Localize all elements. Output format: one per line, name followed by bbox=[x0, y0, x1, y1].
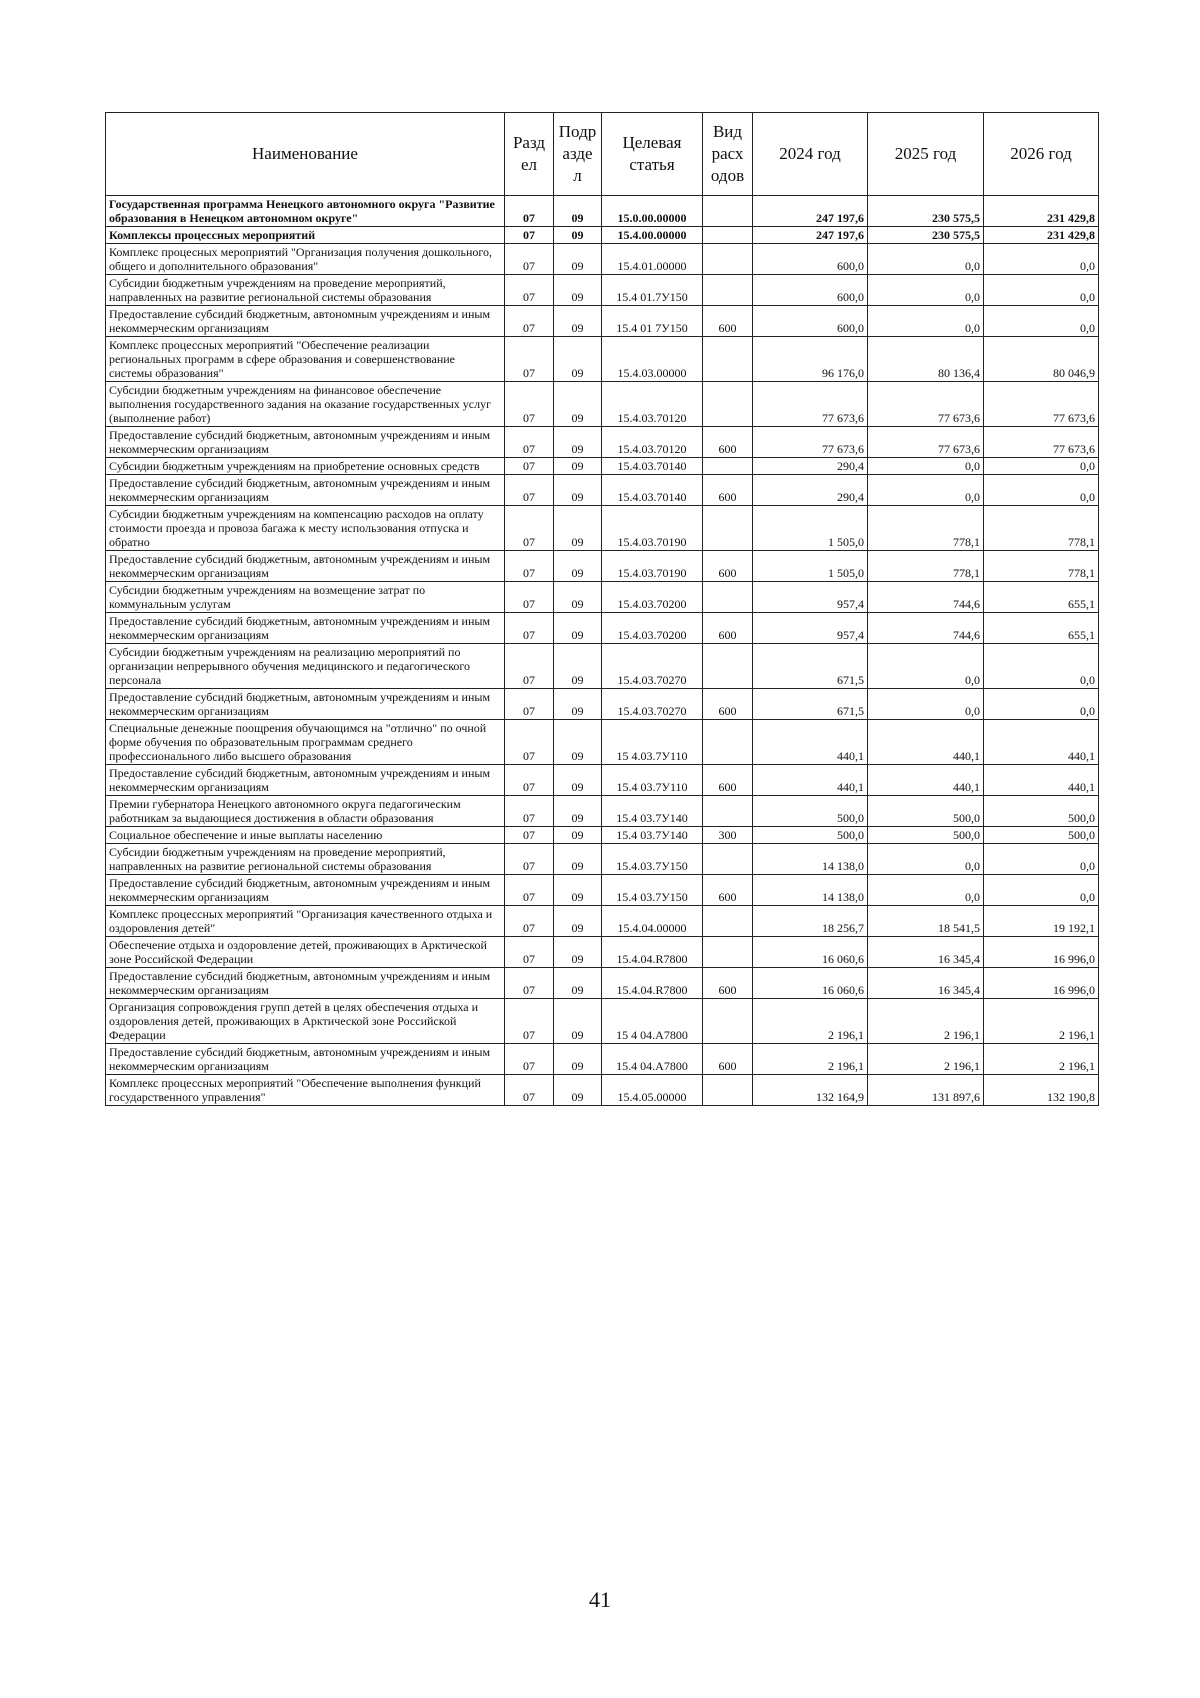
cell-expense-type bbox=[703, 844, 753, 875]
cell-2026: 0,0 bbox=[984, 644, 1099, 689]
cell-expense-type bbox=[703, 196, 753, 227]
cell-expense-type: 600 bbox=[703, 1044, 753, 1075]
cell-razdel: 07 bbox=[505, 382, 554, 427]
cell-2025: 440,1 bbox=[868, 765, 984, 796]
table-row bbox=[106, 937, 1099, 968]
cell-target-article: 15 4 04.А7800 bbox=[602, 999, 703, 1044]
cell-target-article: 15.4 03.7У140 bbox=[602, 796, 703, 827]
budget-table bbox=[105, 112, 1099, 1106]
cell-target-article: 15.4.04.R7800 bbox=[602, 968, 703, 999]
cell-2026: 231 429,8 bbox=[984, 196, 1099, 227]
cell-2024: 247 197,6 bbox=[753, 227, 868, 244]
cell-2024: 132 164,9 bbox=[753, 1075, 868, 1106]
table-row bbox=[106, 613, 1099, 644]
cell-2026: 778,1 bbox=[984, 506, 1099, 551]
cell-2024: 440,1 bbox=[753, 720, 868, 765]
cell-2024: 16 060,6 bbox=[753, 968, 868, 999]
cell-2025: 0,0 bbox=[868, 275, 984, 306]
cell-expense-type bbox=[703, 244, 753, 275]
cell-name: Предоставление субсидий бюджетным, автономным учреждениям и иным некоммерческим организациям bbox=[106, 475, 505, 506]
cell-expense-type: 600 bbox=[703, 475, 753, 506]
cell-2026: 440,1 bbox=[984, 765, 1099, 796]
cell-podrazdel: 09 bbox=[554, 689, 602, 720]
cell-name: Предоставление субсидий бюджетным, автономным учреждениям и иным некоммерческим организациям bbox=[106, 968, 505, 999]
cell-name: Субсидии бюджетным учреждениям на проведение мероприятий, направленных на развитие региональной системы образования bbox=[106, 844, 505, 875]
cell-2025: 778,1 bbox=[868, 506, 984, 551]
cell-podrazdel: 09 bbox=[554, 458, 602, 475]
table-row bbox=[106, 337, 1099, 382]
cell-target-article: 15.4.04.R7800 bbox=[602, 937, 703, 968]
cell-expense-type bbox=[703, 937, 753, 968]
table-row bbox=[106, 458, 1099, 475]
cell-2024: 14 138,0 bbox=[753, 875, 868, 906]
table-row bbox=[106, 844, 1099, 875]
cell-2025: 0,0 bbox=[868, 475, 984, 506]
cell-podrazdel: 09 bbox=[554, 999, 602, 1044]
cell-expense-type bbox=[703, 227, 753, 244]
cell-2026: 19 192,1 bbox=[984, 906, 1099, 937]
cell-2025: 0,0 bbox=[868, 875, 984, 906]
cell-name: Субсидии бюджетным учреждениям на возмещение затрат по коммунальным услугам bbox=[106, 582, 505, 613]
header-podrazdel: Подр азде л bbox=[554, 113, 602, 196]
cell-2026: 16 996,0 bbox=[984, 937, 1099, 968]
header-2024: 2024 год bbox=[753, 113, 868, 196]
cell-target-article: 15.4.03.70140 bbox=[602, 475, 703, 506]
cell-expense-type bbox=[703, 458, 753, 475]
cell-podrazdel: 09 bbox=[554, 196, 602, 227]
cell-2026: 0,0 bbox=[984, 275, 1099, 306]
table-row bbox=[106, 227, 1099, 244]
cell-razdel: 07 bbox=[505, 196, 554, 227]
cell-2025: 440,1 bbox=[868, 720, 984, 765]
cell-2025: 0,0 bbox=[868, 244, 984, 275]
cell-podrazdel: 09 bbox=[554, 906, 602, 937]
cell-name: Премии губернатора Ненецкого автономного округа педагогическим работникам за выдающиеся достижения в области образования bbox=[106, 796, 505, 827]
cell-razdel: 07 bbox=[505, 227, 554, 244]
table-row bbox=[106, 999, 1099, 1044]
cell-expense-type bbox=[703, 796, 753, 827]
cell-razdel: 07 bbox=[505, 458, 554, 475]
cell-2024: 957,4 bbox=[753, 613, 868, 644]
cell-razdel: 07 bbox=[505, 1044, 554, 1075]
cell-expense-type: 600 bbox=[703, 968, 753, 999]
table-row bbox=[106, 906, 1099, 937]
cell-podrazdel: 09 bbox=[554, 937, 602, 968]
cell-target-article: 15.4.03.70200 bbox=[602, 582, 703, 613]
cell-name: Предоставление субсидий бюджетным, автономным учреждениям и иным некоммерческим организациям bbox=[106, 689, 505, 720]
cell-name: Субсидии бюджетным учреждениям на проведение мероприятий, направленных на развитие региональной системы образования bbox=[106, 275, 505, 306]
cell-2024: 2 196,1 bbox=[753, 999, 868, 1044]
cell-2025: 2 196,1 bbox=[868, 1044, 984, 1075]
cell-2025: 2 196,1 bbox=[868, 999, 984, 1044]
cell-podrazdel: 09 bbox=[554, 506, 602, 551]
cell-expense-type bbox=[703, 644, 753, 689]
header-expense-type: Вид расх одов bbox=[703, 113, 753, 196]
table-row bbox=[106, 1044, 1099, 1075]
cell-2024: 77 673,6 bbox=[753, 382, 868, 427]
cell-2026: 500,0 bbox=[984, 796, 1099, 827]
cell-2026: 2 196,1 bbox=[984, 1044, 1099, 1075]
cell-podrazdel: 09 bbox=[554, 427, 602, 458]
cell-2024: 600,0 bbox=[753, 275, 868, 306]
cell-2025: 744,6 bbox=[868, 582, 984, 613]
cell-razdel: 07 bbox=[505, 844, 554, 875]
cell-2024: 957,4 bbox=[753, 582, 868, 613]
cell-expense-type: 600 bbox=[703, 765, 753, 796]
cell-name: Субсидии бюджетным учреждениям на приобретение основных средств bbox=[106, 458, 505, 475]
cell-expense-type bbox=[703, 582, 753, 613]
cell-target-article: 15.4.03.7У150 bbox=[602, 844, 703, 875]
cell-2026: 80 046,9 bbox=[984, 337, 1099, 382]
cell-name: Предоставление субсидий бюджетным, автономным учреждениям и иным некоммерческим организациям bbox=[106, 551, 505, 582]
cell-target-article: 15.4 01.7У150 bbox=[602, 275, 703, 306]
header-name: Наименование bbox=[106, 113, 505, 196]
cell-expense-type: 600 bbox=[703, 306, 753, 337]
table-row bbox=[106, 796, 1099, 827]
cell-2026: 655,1 bbox=[984, 613, 1099, 644]
cell-name: Специальные денежные поощрения обучающимся на "отлично" по очной форме обучения по образовательным программам среднего профессионального либо высшего образования bbox=[106, 720, 505, 765]
cell-target-article: 15.4.03.70190 bbox=[602, 551, 703, 582]
table-row bbox=[106, 644, 1099, 689]
cell-razdel: 07 bbox=[505, 613, 554, 644]
cell-expense-type bbox=[703, 506, 753, 551]
cell-target-article: 15.4.03.70190 bbox=[602, 506, 703, 551]
cell-name: Комплекс процесных мероприятий "Организация получения дошкольного, общего и дополнительного образования" bbox=[106, 244, 505, 275]
cell-razdel: 07 bbox=[505, 337, 554, 382]
table-row bbox=[106, 506, 1099, 551]
cell-name: Социальное обеспечение и иные выплаты населению bbox=[106, 827, 505, 844]
cell-razdel: 07 bbox=[505, 875, 554, 906]
cell-2024: 18 256,7 bbox=[753, 906, 868, 937]
cell-razdel: 07 bbox=[505, 796, 554, 827]
table-row bbox=[106, 382, 1099, 427]
cell-2025: 0,0 bbox=[868, 306, 984, 337]
table-row bbox=[106, 306, 1099, 337]
cell-2026: 0,0 bbox=[984, 475, 1099, 506]
page-number: 41 bbox=[589, 1587, 611, 1612]
cell-podrazdel: 09 bbox=[554, 475, 602, 506]
cell-razdel: 07 bbox=[505, 720, 554, 765]
cell-2026: 440,1 bbox=[984, 720, 1099, 765]
cell-2026: 0,0 bbox=[984, 244, 1099, 275]
cell-target-article: 15.4 04.А7800 bbox=[602, 1044, 703, 1075]
cell-2026: 0,0 bbox=[984, 844, 1099, 875]
cell-expense-type bbox=[703, 999, 753, 1044]
cell-2024: 600,0 bbox=[753, 244, 868, 275]
cell-2024: 247 197,6 bbox=[753, 196, 868, 227]
cell-podrazdel: 09 bbox=[554, 551, 602, 582]
cell-podrazdel: 09 bbox=[554, 244, 602, 275]
cell-target-article: 15.4.03.70120 bbox=[602, 427, 703, 458]
header-2026: 2026 год bbox=[984, 113, 1099, 196]
header-2025: 2025 год bbox=[868, 113, 984, 196]
cell-name: Государственная программа Ненецкого автономного округа "Развитие образования в Ненецком автономном округе" bbox=[106, 196, 505, 227]
table-row bbox=[106, 1075, 1099, 1106]
cell-2025: 131 897,6 bbox=[868, 1075, 984, 1106]
cell-target-article: 15.4 03.7У150 bbox=[602, 875, 703, 906]
cell-2025: 500,0 bbox=[868, 796, 984, 827]
cell-target-article: 15 4.03.7У110 bbox=[602, 720, 703, 765]
cell-2025: 77 673,6 bbox=[868, 382, 984, 427]
cell-2024: 16 060,6 bbox=[753, 937, 868, 968]
cell-2024: 77 673,6 bbox=[753, 427, 868, 458]
table-row bbox=[106, 968, 1099, 999]
cell-name: Субсидии бюджетным учреждениям на компенсацию расходов на оплату стоимости проезда и провоза багажа к месту использования отпуска и обратно bbox=[106, 506, 505, 551]
cell-2026: 655,1 bbox=[984, 582, 1099, 613]
table-row bbox=[106, 720, 1099, 765]
cell-name: Организация сопровождения групп детей в целях обеспечения отдыха и оздоровления детей, проживающих в Арктической зоне Российской Федерации bbox=[106, 999, 505, 1044]
cell-2025: 778,1 bbox=[868, 551, 984, 582]
cell-target-article: 15.4 03.7У140 bbox=[602, 827, 703, 844]
table-header-row bbox=[106, 113, 1099, 196]
cell-2024: 290,4 bbox=[753, 475, 868, 506]
cell-2024: 671,5 bbox=[753, 644, 868, 689]
table-row bbox=[106, 475, 1099, 506]
cell-2024: 96 176,0 bbox=[753, 337, 868, 382]
cell-2025: 744,6 bbox=[868, 613, 984, 644]
cell-razdel: 07 bbox=[505, 1075, 554, 1106]
cell-target-article: 15.0.00.00000 bbox=[602, 196, 703, 227]
cell-expense-type bbox=[703, 720, 753, 765]
cell-2026: 0,0 bbox=[984, 458, 1099, 475]
cell-razdel: 07 bbox=[505, 582, 554, 613]
cell-podrazdel: 09 bbox=[554, 1044, 602, 1075]
cell-razdel: 07 bbox=[505, 506, 554, 551]
cell-target-article: 15.4.00.00000 bbox=[602, 227, 703, 244]
table-row bbox=[106, 275, 1099, 306]
cell-2025: 80 136,4 bbox=[868, 337, 984, 382]
cell-2024: 1 505,0 bbox=[753, 551, 868, 582]
cell-name: Субсидии бюджетным учреждениям на финансовое обеспечение выполнения государственного задания на оказание государственных услуг (выполнение работ) bbox=[106, 382, 505, 427]
cell-razdel: 07 bbox=[505, 306, 554, 337]
cell-razdel: 07 bbox=[505, 427, 554, 458]
table-row bbox=[106, 582, 1099, 613]
cell-2026: 16 996,0 bbox=[984, 968, 1099, 999]
cell-2025: 0,0 bbox=[868, 458, 984, 475]
cell-razdel: 07 bbox=[505, 475, 554, 506]
cell-podrazdel: 09 bbox=[554, 827, 602, 844]
cell-podrazdel: 09 bbox=[554, 582, 602, 613]
table-row bbox=[106, 875, 1099, 906]
cell-target-article: 15.4 01 7У150 bbox=[602, 306, 703, 337]
table-row bbox=[106, 244, 1099, 275]
cell-name: Предоставление субсидий бюджетным, автономным учреждениям и иным некоммерческим организациям bbox=[106, 875, 505, 906]
cell-2024: 600,0 bbox=[753, 306, 868, 337]
cell-podrazdel: 09 bbox=[554, 644, 602, 689]
cell-name: Субсидии бюджетным учреждениям на реализацию мероприятий по организации непрерывного обучения медицинского и педагогического персонала bbox=[106, 644, 505, 689]
cell-razdel: 07 bbox=[505, 644, 554, 689]
cell-2025: 0,0 bbox=[868, 844, 984, 875]
cell-expense-type bbox=[703, 906, 753, 937]
table-body bbox=[106, 196, 1099, 1106]
cell-podrazdel: 09 bbox=[554, 275, 602, 306]
header-razdel: Разд ел bbox=[505, 113, 554, 196]
cell-2026: 0,0 bbox=[984, 306, 1099, 337]
cell-expense-type bbox=[703, 1075, 753, 1106]
cell-2026: 231 429,8 bbox=[984, 227, 1099, 244]
cell-podrazdel: 09 bbox=[554, 382, 602, 427]
cell-target-article: 15.4.05.00000 bbox=[602, 1075, 703, 1106]
cell-name: Комплекс процессных мероприятий "Обеспечение выполнения функций государственного управления" bbox=[106, 1075, 505, 1106]
cell-2024: 2 196,1 bbox=[753, 1044, 868, 1075]
cell-name: Предоставление субсидий бюджетным, автономным учреждениям и иным некоммерческим организациям bbox=[106, 306, 505, 337]
table-row bbox=[106, 196, 1099, 227]
cell-2026: 132 190,8 bbox=[984, 1075, 1099, 1106]
cell-target-article: 15.4.03.70270 bbox=[602, 689, 703, 720]
cell-expense-type: 600 bbox=[703, 551, 753, 582]
cell-podrazdel: 09 bbox=[554, 844, 602, 875]
cell-target-article: 15.4.04.00000 bbox=[602, 906, 703, 937]
table-row bbox=[106, 765, 1099, 796]
cell-name: Комплексы процессных мероприятий bbox=[106, 227, 505, 244]
cell-expense-type: 300 bbox=[703, 827, 753, 844]
cell-2026: 77 673,6 bbox=[984, 427, 1099, 458]
cell-target-article: 15.4.03.70270 bbox=[602, 644, 703, 689]
cell-razdel: 07 bbox=[505, 244, 554, 275]
cell-2026: 2 196,1 bbox=[984, 999, 1099, 1044]
cell-2024: 500,0 bbox=[753, 796, 868, 827]
cell-2025: 230 575,5 bbox=[868, 196, 984, 227]
cell-expense-type: 600 bbox=[703, 613, 753, 644]
cell-podrazdel: 09 bbox=[554, 613, 602, 644]
cell-2025: 16 345,4 bbox=[868, 968, 984, 999]
cell-podrazdel: 09 bbox=[554, 765, 602, 796]
cell-podrazdel: 09 bbox=[554, 306, 602, 337]
cell-name: Предоставление субсидий бюджетным, автономным учреждениям и иным некоммерческим организациям bbox=[106, 765, 505, 796]
cell-target-article: 15.4.01.00000 bbox=[602, 244, 703, 275]
cell-expense-type: 600 bbox=[703, 689, 753, 720]
cell-podrazdel: 09 bbox=[554, 227, 602, 244]
cell-target-article: 15.4.03.70140 bbox=[602, 458, 703, 475]
cell-target-article: 15.4.03.70120 bbox=[602, 382, 703, 427]
cell-razdel: 07 bbox=[505, 551, 554, 582]
cell-razdel: 07 bbox=[505, 765, 554, 796]
cell-2026: 0,0 bbox=[984, 875, 1099, 906]
cell-2025: 16 345,4 bbox=[868, 937, 984, 968]
cell-2025: 18 541,5 bbox=[868, 906, 984, 937]
cell-2024: 671,5 bbox=[753, 689, 868, 720]
cell-expense-type bbox=[703, 382, 753, 427]
table-row bbox=[106, 551, 1099, 582]
cell-target-article: 15.4.03.00000 bbox=[602, 337, 703, 382]
cell-podrazdel: 09 bbox=[554, 796, 602, 827]
cell-podrazdel: 09 bbox=[554, 1075, 602, 1106]
cell-podrazdel: 09 bbox=[554, 875, 602, 906]
cell-2025: 77 673,6 bbox=[868, 427, 984, 458]
cell-razdel: 07 bbox=[505, 937, 554, 968]
cell-podrazdel: 09 bbox=[554, 337, 602, 382]
cell-2025: 230 575,5 bbox=[868, 227, 984, 244]
cell-2024: 440,1 bbox=[753, 765, 868, 796]
cell-name: Предоставление субсидий бюджетным, автономным учреждениям и иным некоммерческим организациям bbox=[106, 1044, 505, 1075]
cell-2024: 500,0 bbox=[753, 827, 868, 844]
cell-2024: 14 138,0 bbox=[753, 844, 868, 875]
cell-expense-type: 600 bbox=[703, 427, 753, 458]
cell-name: Комплекс процессных мероприятий "Обеспечение реализации региональных программ в сфере образования и совершенствование системы образования" bbox=[106, 337, 505, 382]
cell-2025: 0,0 bbox=[868, 689, 984, 720]
cell-2025: 0,0 bbox=[868, 644, 984, 689]
header-target-article: Целевая статья bbox=[602, 113, 703, 196]
table-row bbox=[106, 689, 1099, 720]
cell-expense-type: 600 bbox=[703, 875, 753, 906]
cell-2024: 290,4 bbox=[753, 458, 868, 475]
table-row bbox=[106, 427, 1099, 458]
table-row bbox=[106, 827, 1099, 844]
cell-name: Обеспечение отдыха и оздоровление детей, проживающих в Арктической зоне Российской Федерации bbox=[106, 937, 505, 968]
cell-target-article: 15.4 03.7У110 bbox=[602, 765, 703, 796]
cell-razdel: 07 bbox=[505, 999, 554, 1044]
cell-razdel: 07 bbox=[505, 827, 554, 844]
cell-name: Предоставление субсидий бюджетным, автономным учреждениям и иным некоммерческим организациям bbox=[106, 427, 505, 458]
cell-target-article: 15.4.03.70200 bbox=[602, 613, 703, 644]
cell-2025: 500,0 bbox=[868, 827, 984, 844]
cell-podrazdel: 09 bbox=[554, 968, 602, 999]
cell-razdel: 07 bbox=[505, 275, 554, 306]
cell-expense-type bbox=[703, 275, 753, 306]
cell-2026: 77 673,6 bbox=[984, 382, 1099, 427]
cell-razdel: 07 bbox=[505, 968, 554, 999]
cell-name: Предоставление субсидий бюджетным, автономным учреждениям и иным некоммерческим организациям bbox=[106, 613, 505, 644]
cell-2024: 1 505,0 bbox=[753, 506, 868, 551]
cell-2026: 0,0 bbox=[984, 689, 1099, 720]
cell-name: Комплекс процессных мероприятий "Организация качественного отдыха и оздоровления детей" bbox=[106, 906, 505, 937]
cell-2026: 778,1 bbox=[984, 551, 1099, 582]
cell-podrazdel: 09 bbox=[554, 720, 602, 765]
cell-expense-type bbox=[703, 337, 753, 382]
cell-razdel: 07 bbox=[505, 689, 554, 720]
cell-2026: 500,0 bbox=[984, 827, 1099, 844]
cell-razdel: 07 bbox=[505, 906, 554, 937]
